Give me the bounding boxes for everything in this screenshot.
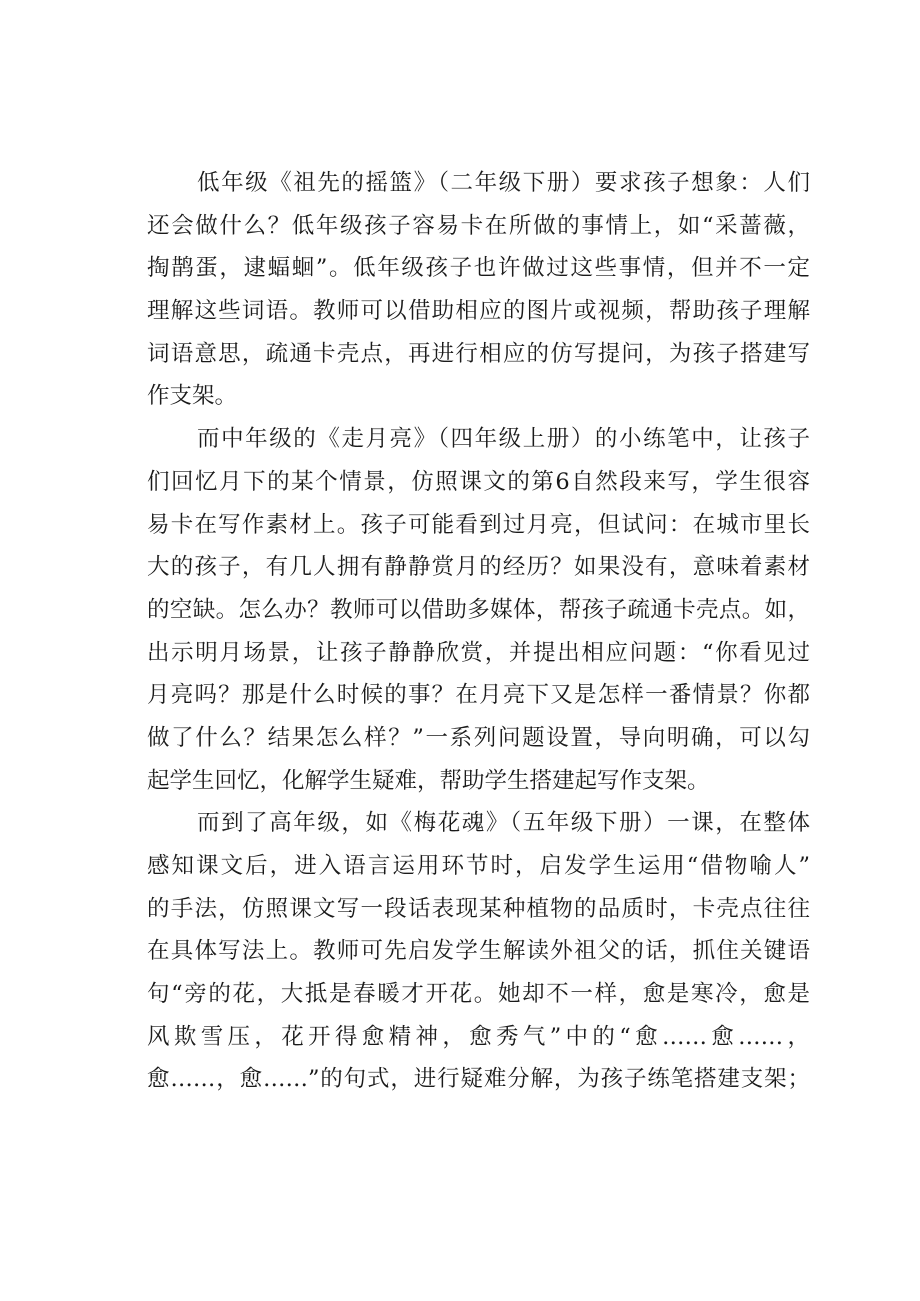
text-line: 感知课文后，进入语言运用环节时，启发学生运用“借物喻人” [147,853,810,879]
text-line: 风欺雪压，花开得愈精神，愈秀气”中的“愈……愈……， [147,1023,810,1050]
text-line: 愈……，愈……”的句式，进行疑难分解，为孩子练笔搭建支架； [147,1066,810,1093]
text-line: 起学生回忆，化解学生疑难，帮助学生搭建起写作支架。 [147,767,710,794]
text-line: 们回忆月下的某个情景，仿照课文的第6自然段来写，学生很容 [147,468,810,495]
text-line: 的空缺。怎么办？教师可以借助多媒体，帮孩子疏通卡壳点。如， [147,596,810,623]
text-line: 出示明月场景，让孩子静静欣赏，并提出相应问题：“你看见过 [147,639,810,666]
text-line: 大的孩子，有几人拥有静静赏月的经历？如果没有，意味着素材 [147,554,810,581]
text-line: 月亮吗？那是什么时候的事？在月亮下又是怎样一番情景？你都 [147,682,810,709]
text-line: 在具体写法上。教师可先启发学生解读外祖父的话，抓住关键语 [147,938,810,965]
text-line: 低年级《祖先的摇篮》（二年级下册）要求孩子想象：人们 [197,170,810,196]
text-line: 理解这些词语。教师可以借助相应的图片或视频，帮助孩子理解 [147,298,810,325]
paragraph-3 [147,802,810,1101]
text-line: 词语意思，疏通卡壳点，再进行相应的仿写提问，为孩子搭建写 [147,340,810,367]
document-page [147,162,810,1101]
text-line: 而中年级的《走月亮》（四年级上册）的小练笔中，让孩子 [197,426,810,453]
text-line: 作支架。 [147,383,238,410]
text-line: 还会做什么？低年级孩子容易卡在所做的事情上，如“采蔷薇， [147,212,810,239]
paragraph-2 [147,418,810,802]
text-line: 易卡在写作素材上。孩子可能看到过月亮，但试问：在城市里长 [147,511,810,538]
text-line: 做了什么？结果怎么样？”一系列问题设置，导向明确，可以勾 [147,724,810,751]
text-line: 掏鹊蛋，逮蝠蛔”。低年级孩子也许做过这些事情，但并不一定 [147,255,810,282]
text-line: 句“旁的花，大抵是春暖才开花。她却不一样，愈是寒冷，愈是 [147,981,810,1008]
text-line: 的手法，仿照课文写一段话表现某种植物的品质时，卡壳点往往 [147,895,810,922]
text-line: 而到了高年级，如《梅花魂》（五年级下册）一课，在整体 [197,810,810,837]
paragraph-1 [147,162,810,418]
